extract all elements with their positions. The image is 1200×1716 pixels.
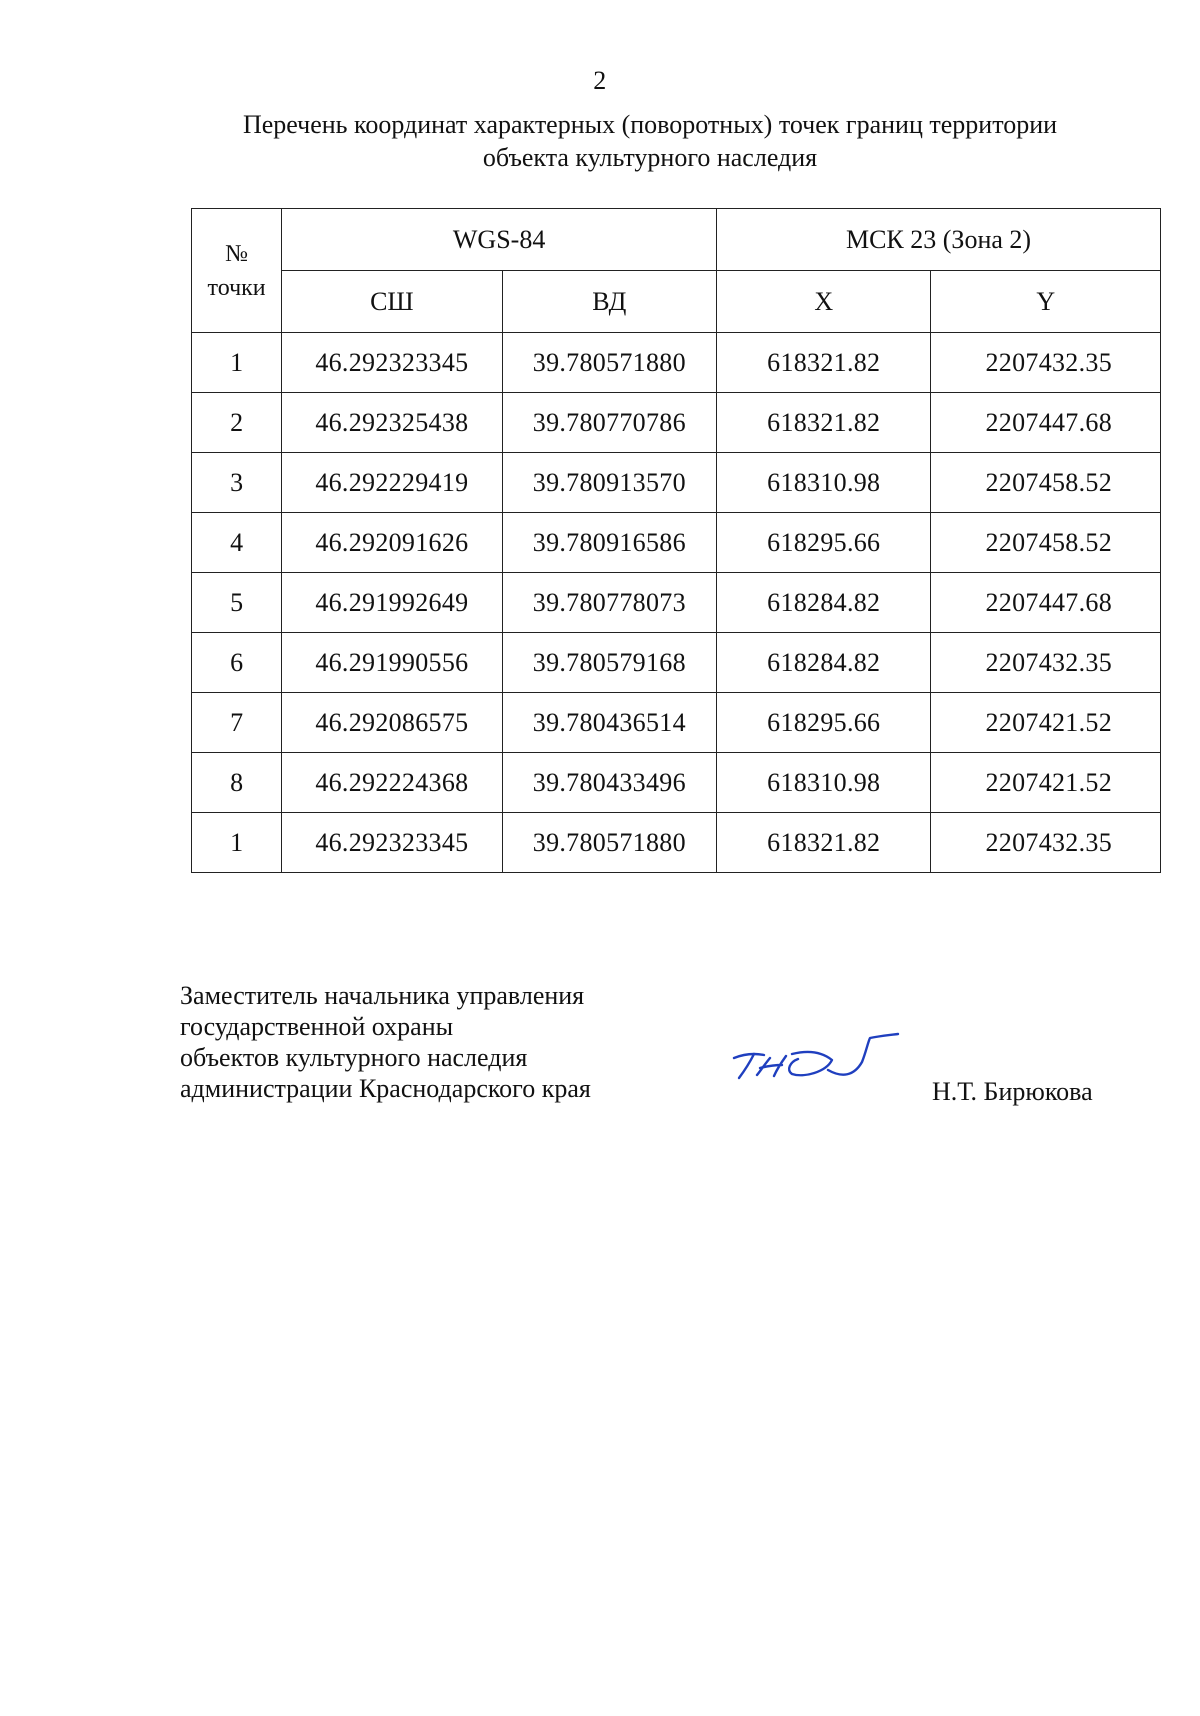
x-coordinate-cell: 618321.82 — [717, 393, 931, 453]
table-row — [192, 633, 1161, 693]
signatory-position-line-2: государственной охраны — [180, 1012, 454, 1041]
point-number-header — [192, 209, 282, 333]
point-number-cell: 8 — [192, 753, 282, 813]
x-coordinate-cell: 618321.82 — [717, 813, 931, 873]
y-coordinate-cell: 2207447.68 — [931, 573, 1161, 633]
latitude-cell: 46.292086575 — [282, 693, 502, 753]
y-coordinate-cell: 2207421.52 — [931, 693, 1161, 753]
wgs84-group-header: WGS-84 — [282, 209, 717, 271]
x-coordinate-cell: 618295.66 — [717, 513, 931, 573]
longitude-cell: 39.780571880 — [502, 813, 716, 873]
table-row — [192, 573, 1161, 633]
longitude-cell: 39.780571880 — [502, 333, 716, 393]
signatory-name: Н.Т. Бирюкова — [932, 1077, 1093, 1106]
latitude-cell: 46.292323345 — [282, 333, 502, 393]
table-row — [192, 453, 1161, 513]
table-row — [192, 753, 1161, 813]
latitude-cell: 46.292224368 — [282, 753, 502, 813]
latitude-header: СШ — [282, 271, 502, 333]
y-coordinate-cell: 2207447.68 — [931, 393, 1161, 453]
longitude-cell: 39.780778073 — [502, 573, 716, 633]
point-number-cell: 3 — [192, 453, 282, 513]
coordinates-table — [191, 208, 1161, 873]
point-number-cell: 7 — [192, 693, 282, 753]
point-number-cell: 5 — [192, 573, 282, 633]
point-number-cell: 2 — [192, 393, 282, 453]
longitude-header: ВД — [502, 271, 716, 333]
x-coordinate-cell: 618284.82 — [717, 633, 931, 693]
longitude-cell: 39.780770786 — [502, 393, 716, 453]
longitude-cell: 39.780913570 — [502, 453, 716, 513]
document-title — [160, 108, 1140, 174]
table-row — [192, 813, 1161, 873]
x-coordinate-cell: 618310.98 — [717, 753, 931, 813]
x-coordinate-cell: 618321.82 — [717, 333, 931, 393]
longitude-cell: 39.780433496 — [502, 753, 716, 813]
latitude-cell: 46.292325438 — [282, 393, 502, 453]
table-row — [192, 693, 1161, 753]
latitude-cell: 46.292091626 — [282, 513, 502, 573]
point-number-cell: 1 — [192, 813, 282, 873]
x-coordinate-cell: 618295.66 — [717, 693, 931, 753]
point-number-cell: 4 — [192, 513, 282, 573]
handwritten-signature — [730, 1032, 900, 1092]
msk23-group-header: МСК 23 (Зона 2) — [717, 209, 1161, 271]
y-coordinate-cell: 2207432.35 — [931, 813, 1161, 873]
y-coordinate-cell: 2207421.52 — [931, 753, 1161, 813]
table-row — [192, 513, 1161, 573]
page-number: 2 — [593, 66, 607, 95]
table-row — [192, 393, 1161, 453]
x-coordinate-cell: 618310.98 — [717, 453, 931, 513]
point-number-cell: 1 — [192, 333, 282, 393]
y-coordinate-cell: 2207432.35 — [931, 633, 1161, 693]
latitude-cell: 46.292323345 — [282, 813, 502, 873]
coordinates-table-body — [192, 333, 1161, 873]
signatory-position — [180, 980, 591, 1104]
latitude-cell: 46.292229419 — [282, 453, 502, 513]
longitude-cell: 39.780916586 — [502, 513, 716, 573]
document-title-line-2: объекта культурного наследия — [482, 143, 818, 172]
y-coordinate-header: Y — [931, 271, 1161, 333]
document-title-line-1: Перечень координат характерных (поворотных) точек границ территории — [242, 110, 1058, 139]
longitude-cell: 39.780436514 — [502, 693, 716, 753]
latitude-cell: 46.291992649 — [282, 573, 502, 633]
point-number-header-symbol: № — [225, 240, 249, 267]
table-row — [192, 333, 1161, 393]
signatory-position-line-1: Заместитель начальника управления — [180, 981, 585, 1010]
signatory-position-line-3: объектов культурного наследия — [180, 1043, 528, 1072]
y-coordinate-cell: 2207432.35 — [931, 333, 1161, 393]
point-number-header-label: точки — [207, 274, 266, 301]
longitude-cell: 39.780579168 — [502, 633, 716, 693]
x-coordinate-cell: 618284.82 — [717, 573, 931, 633]
signatory-position-line-4: администрации Краснодарского края — [180, 1074, 591, 1103]
x-coordinate-header: X — [717, 271, 931, 333]
point-number-cell: 6 — [192, 633, 282, 693]
y-coordinate-cell: 2207458.52 — [931, 513, 1161, 573]
coordinates-table-header — [192, 209, 1161, 333]
latitude-cell: 46.291990556 — [282, 633, 502, 693]
y-coordinate-cell: 2207458.52 — [931, 453, 1161, 513]
